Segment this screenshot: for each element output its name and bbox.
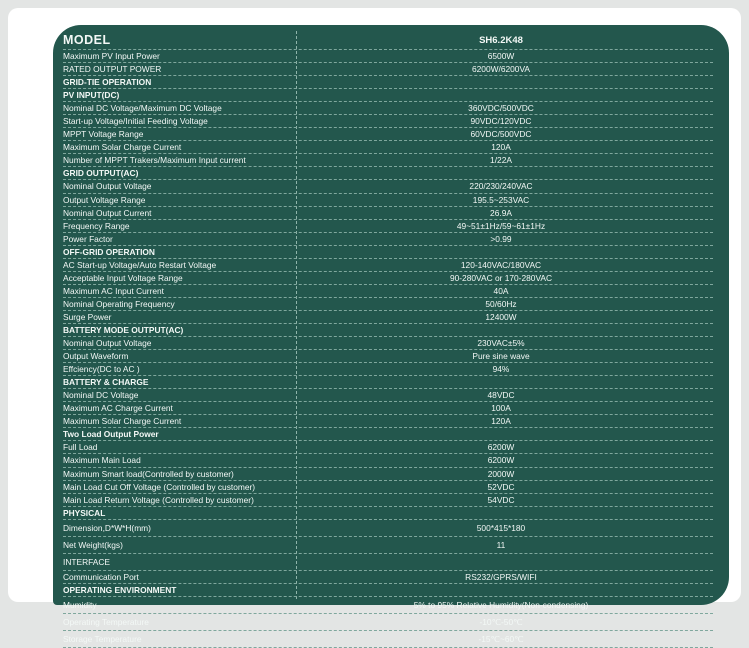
spec-label: Storage Temperature xyxy=(63,633,142,644)
spec-label: INTERFACE xyxy=(63,556,110,567)
spec-row xyxy=(63,311,713,324)
spec-row xyxy=(63,614,713,631)
spec-value: 94% xyxy=(492,364,510,375)
spec-label: Main Load Cut Off Voltage (Controlled by customer) xyxy=(63,481,256,492)
spec-row xyxy=(63,415,713,428)
spec-label: Output Voltage Range xyxy=(63,194,146,205)
spec-label: Maximum Solar Charge Current xyxy=(63,416,182,427)
spec-value: 120A xyxy=(491,142,511,153)
spec-label: Effciency(DC to AC ) xyxy=(63,364,140,375)
spec-row xyxy=(63,207,713,220)
spec-label: PHYSICAL xyxy=(63,507,106,518)
spec-row xyxy=(63,481,713,494)
spec-label: Mumidity xyxy=(63,599,97,610)
spec-row xyxy=(63,233,713,246)
spec-value: 220/230/240VAC xyxy=(469,181,533,192)
spec-row xyxy=(63,337,713,350)
spec-value: 60VDC/500VDC xyxy=(470,129,532,140)
spec-value: 48VDC xyxy=(487,390,515,401)
spec-row xyxy=(63,363,713,376)
spec-value: -15℃~60℃ xyxy=(478,633,524,644)
image-frame xyxy=(8,8,741,644)
spec-label: PV INPUT(DC) xyxy=(63,90,120,101)
spec-value: 230VAC±5% xyxy=(477,338,525,349)
spec-row xyxy=(63,102,713,115)
spec-label: Nominal Output Voltage xyxy=(63,338,152,349)
spec-row xyxy=(63,597,713,614)
spec-label: OFF-GRID OPERATION xyxy=(63,246,155,257)
spec-value: 6500W xyxy=(487,51,515,61)
spec-row xyxy=(63,554,713,571)
spec-value: 40A xyxy=(493,285,509,296)
spec-value: 90-280VAC or 170-280VAC xyxy=(449,272,553,283)
section-header-row xyxy=(63,76,713,89)
spec-value: 500*415*180 xyxy=(476,522,526,533)
spec-label: Nominal Output Voltage xyxy=(63,181,152,192)
spec-row xyxy=(63,631,713,648)
spec-row xyxy=(63,141,713,154)
spec-row xyxy=(63,272,713,285)
section-header-row xyxy=(63,167,713,180)
spec-label: AC Start-up Voltage/Auto Restart Voltage xyxy=(63,259,217,270)
spec-value: >0.99 xyxy=(490,233,512,244)
spec-label: Main Load Return Voltage (Controlled by customer) xyxy=(63,494,254,505)
spec-value: 6200W xyxy=(487,455,515,466)
spec-value: 120A xyxy=(491,416,511,427)
spec-row xyxy=(63,154,713,167)
spec-row xyxy=(63,63,713,76)
spec-label: Output Waveform xyxy=(63,351,129,362)
spec-value: 6200W xyxy=(487,442,515,453)
spec-label: Nominal Operating Frequency xyxy=(63,298,175,309)
spec-row xyxy=(63,220,713,233)
spec-label: BATTERY MODE OUTPUT(AC) xyxy=(63,324,184,335)
spec-row xyxy=(63,259,713,272)
spec-label: Maximum Smart load(Controlled by customer) xyxy=(63,468,234,479)
spec-label: Surge Power xyxy=(63,311,112,322)
spec-row xyxy=(63,350,713,363)
spec-label: Communication Port xyxy=(63,571,139,582)
spec-label: Operating Temperature xyxy=(63,616,149,627)
spec-value: 50/60Hz xyxy=(485,298,517,309)
spec-value: 11 xyxy=(496,539,506,550)
spec-value: 54VDC xyxy=(487,494,515,505)
section-header-row xyxy=(63,89,713,102)
spec-value: SH6.2K48 xyxy=(479,35,523,46)
spec-value: 52VDC xyxy=(487,481,515,492)
spec-row xyxy=(63,571,713,584)
section-header-row xyxy=(63,507,713,520)
spec-label: Number of MPPT Trakers/Maximum Input current xyxy=(63,155,246,166)
spec-label: Dimension,D*W*H(mm) xyxy=(63,522,151,533)
spec-value: 100A xyxy=(491,403,511,414)
section-header-row xyxy=(63,376,713,389)
spec-label: Start-up Voltage/Initial Feeding Voltage xyxy=(63,116,208,127)
spec-label: Two Load Output Power xyxy=(63,429,159,440)
spec-row xyxy=(63,180,713,193)
spec-label: Maximum Solar Charge Current xyxy=(63,142,182,153)
spec-value: 195.5~253VAC xyxy=(472,194,530,205)
spec-label: Maximum PV Input Power xyxy=(63,51,160,61)
spec-row xyxy=(63,194,713,207)
spec-value: 49~51±1Hz/59~61±1Hz xyxy=(456,220,546,231)
spec-value: RS232/GPRS/WIFI xyxy=(465,571,537,582)
spec-row xyxy=(63,494,713,507)
spec-value: 360VDC/500VDC xyxy=(468,103,534,114)
spec-row xyxy=(63,389,713,402)
spec-label: Net Weight(kgs) xyxy=(63,539,123,550)
model-row xyxy=(63,32,713,50)
spec-row xyxy=(63,128,713,141)
spec-label: Maximum AC Charge Current xyxy=(63,403,173,414)
spec-label: Nominal Output Current xyxy=(63,207,152,218)
spec-label: Full Load xyxy=(63,442,98,453)
section-header-row xyxy=(63,324,713,337)
spec-sheet-panel xyxy=(53,25,729,644)
spec-table xyxy=(63,32,713,648)
spec-label: Frequency Range xyxy=(63,220,130,231)
spec-row xyxy=(63,402,713,415)
section-header-row xyxy=(63,584,713,597)
spec-row xyxy=(63,298,713,311)
spec-row xyxy=(63,454,713,467)
spec-row xyxy=(63,468,713,481)
spec-label: Power Factor xyxy=(63,233,113,244)
spec-row xyxy=(63,115,713,128)
spec-label: Maximum AC Input Current xyxy=(63,285,164,296)
spec-label: MPPT Voltage Range xyxy=(63,129,144,140)
spec-value: 6200W/6200VA xyxy=(471,64,531,75)
spec-row xyxy=(63,520,713,537)
spec-label: Nominal DC Voltage/Maximum DC Voltage xyxy=(63,103,222,114)
spec-value: 2000W xyxy=(487,468,515,479)
spec-label: OPERATING ENVIRONMENT xyxy=(63,584,177,595)
spec-label: Maximum Main Load xyxy=(63,455,141,466)
section-header-row xyxy=(63,428,713,441)
spec-value: -10℃-50℃ xyxy=(479,616,523,627)
section-header-row xyxy=(63,246,713,259)
spec-label: BATTERY & CHARGE xyxy=(63,377,149,388)
spec-value: 12400W xyxy=(485,311,517,322)
spec-label: RATED OUTPUT POWER xyxy=(63,64,162,75)
spec-value: 26.9A xyxy=(490,207,512,218)
spec-label: GRID OUTPUT(AC) xyxy=(63,168,139,179)
spec-row xyxy=(63,50,713,63)
spec-label: Acceptable Input Voltage Range xyxy=(63,272,183,283)
spec-value: 120-140VAC/180VAC xyxy=(460,259,542,270)
spec-row xyxy=(63,537,713,554)
spec-value: 90VDC/120VDC xyxy=(470,116,532,127)
spec-value: 1/22A xyxy=(490,155,512,166)
spec-label: GRID-TIE OPERATION xyxy=(63,77,152,88)
spec-value: 5% to 95% Relative Humidity(Non-condensing) xyxy=(413,599,589,610)
spec-row xyxy=(63,441,713,454)
spec-label: MODEL xyxy=(63,33,111,47)
spec-row xyxy=(63,285,713,298)
spec-label: Nominal DC Voltage xyxy=(63,390,139,401)
spec-value: Pure sine wave xyxy=(472,351,530,362)
